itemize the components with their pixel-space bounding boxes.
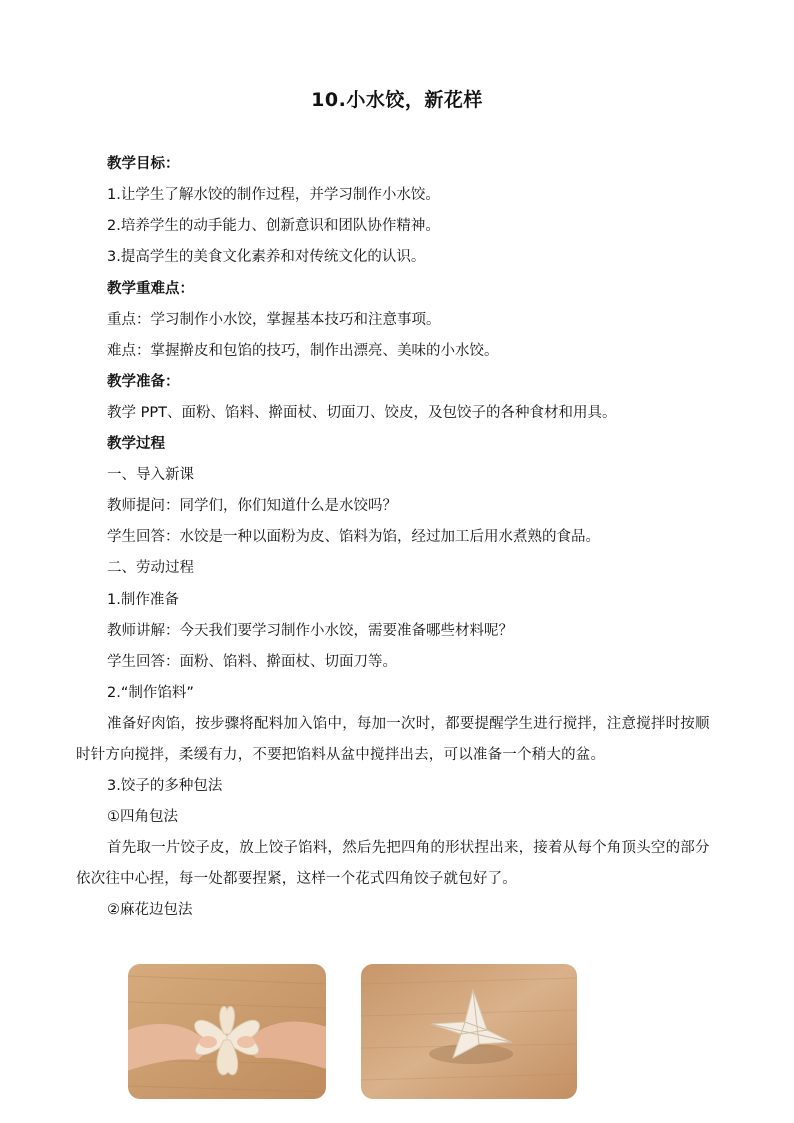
goals-heading: 教学目标： bbox=[107, 156, 180, 172]
section-heading-1: 一、导入新课 bbox=[107, 467, 194, 483]
process-heading: 教学过程 bbox=[107, 436, 165, 452]
method-2-heading: ②麻花边包法 bbox=[107, 902, 193, 918]
prep-heading: 教学准备： bbox=[107, 374, 180, 390]
prep-text: 教学 PPT、面粉、馅料、擀面杖、切面刀、饺皮，及包饺子的各种食材和用具。 bbox=[107, 405, 617, 421]
step-2-heading: 2.“制作馅料” bbox=[107, 685, 194, 701]
goal-item-2: 2.培养学生的动手能力、创新意识和团队协作精神。 bbox=[107, 218, 440, 234]
step-1-heading: 1.制作准备 bbox=[107, 592, 179, 608]
teacher-question: 教师提问：同学们，你们知道什么是水饺吗？ bbox=[107, 498, 397, 514]
goal-item-1: 1.让学生了解水饺的制作过程，并学习制作小水饺。 bbox=[107, 187, 440, 203]
teacher-explain: 教师讲解：今天我们要学习制作小水饺，需要准备哪些材料呢？ bbox=[107, 623, 513, 639]
student-answer: 学生回答：水饺是一种以面粉为皮、馅料为馅，经过加工后用水煮熟的食品。 bbox=[107, 529, 600, 545]
difficulty-text: 难点：掌握擀皮和包馅的技巧，制作出漂亮、美味的小水饺。 bbox=[107, 343, 499, 359]
page-title: 10.小水饺，新花样 bbox=[311, 89, 483, 111]
method-1-heading: ①四角包法 bbox=[107, 809, 178, 825]
student-answer-2: 学生回答：面粉、馅料、擀面杖、切面刀等。 bbox=[107, 654, 397, 670]
keypoint-text: 重点：学习制作小水饺，掌握基本技巧和注意事项。 bbox=[107, 312, 441, 328]
photo-finished-dumpling bbox=[361, 964, 577, 1099]
step-3-heading: 3.饺子的多种包法 bbox=[107, 778, 223, 794]
step-2-paragraph: 准备好肉馅，按步骤将配料加入馅中，每加一次时，都要提醒学生进行搅拌，注意搅拌时按顺时针方向搅拌，柔缓有力，不要把馅料从盆中搅拌出去，可以准备一个稍大的盆。 bbox=[76, 716, 710, 763]
keypoints-heading: 教学重难点： bbox=[107, 281, 194, 297]
method-1-paragraph: 首先取一片饺子皮，放上饺子馅料，然后先把四角的形状捏出来，接着从每个角顶头空的部分依次往中心捏，每一处都要捏紧，这样一个花式四角饺子就包好了。 bbox=[76, 840, 710, 887]
section-heading-2: 二、劳动过程 bbox=[107, 560, 194, 576]
photo-hands-folding-dumpling bbox=[128, 964, 326, 1099]
goal-item-3: 3.提高学生的美食文化素养和对传统文化的认识。 bbox=[107, 249, 426, 265]
